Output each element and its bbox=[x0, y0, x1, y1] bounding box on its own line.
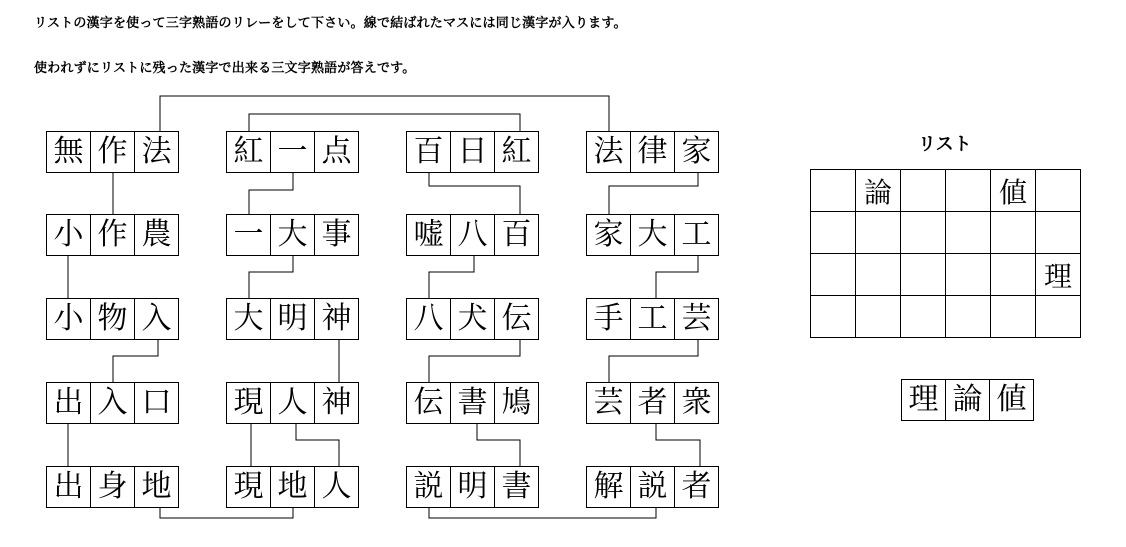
list-cell[interactable] bbox=[901, 254, 946, 296]
kanji-cell[interactable]: 口 bbox=[134, 382, 179, 424]
kanji-cell[interactable]: 律 bbox=[630, 131, 675, 173]
word-box bbox=[46, 131, 179, 173]
connector-line bbox=[477, 424, 520, 466]
word-box bbox=[406, 131, 539, 173]
kanji-cell[interactable]: 点 bbox=[314, 131, 359, 173]
kanji-cell[interactable]: 大 bbox=[630, 214, 675, 256]
kanji-cell[interactable]: 神 bbox=[314, 298, 359, 340]
kanji-cell[interactable]: 現 bbox=[226, 382, 271, 424]
list-cell[interactable] bbox=[856, 212, 901, 254]
kanji-cell[interactable]: 芸 bbox=[586, 382, 631, 424]
kanji-cell[interactable]: 家 bbox=[674, 131, 719, 173]
connector-line bbox=[113, 340, 158, 382]
list-cell[interactable] bbox=[901, 296, 946, 338]
kanji-cell[interactable]: 法 bbox=[586, 131, 631, 173]
word-box bbox=[586, 382, 719, 424]
kanji-cell[interactable]: 百 bbox=[494, 214, 539, 256]
kanji-cell[interactable]: 神 bbox=[314, 382, 359, 424]
kanji-cell[interactable]: 伝 bbox=[494, 298, 539, 340]
kanji-cell[interactable]: 出 bbox=[46, 466, 91, 508]
kanji-cell[interactable]: 工 bbox=[674, 214, 719, 256]
kanji-cell[interactable]: 伝 bbox=[406, 382, 451, 424]
word-box bbox=[586, 214, 719, 256]
kanji-cell[interactable]: 大 bbox=[270, 214, 315, 256]
kanji-cell[interactable]: 作 bbox=[90, 131, 135, 173]
connector-line bbox=[429, 173, 520, 214]
list-grid bbox=[810, 169, 1081, 338]
connector-line bbox=[656, 424, 700, 466]
kanji-cell[interactable]: 説 bbox=[630, 466, 675, 508]
kanji-cell[interactable]: 物 bbox=[90, 298, 135, 340]
list-cell[interactable] bbox=[811, 212, 856, 254]
kanji-cell[interactable]: 者 bbox=[674, 466, 719, 508]
word-box bbox=[46, 382, 179, 424]
list-cell[interactable] bbox=[946, 212, 991, 254]
list-cell[interactable] bbox=[946, 296, 991, 338]
answer-cell: 値 bbox=[989, 379, 1034, 421]
kanji-cell[interactable]: 百 bbox=[406, 131, 451, 173]
connector-line bbox=[249, 256, 293, 298]
connector-line bbox=[429, 508, 656, 518]
word-box bbox=[226, 298, 359, 340]
kanji-cell[interactable]: 入 bbox=[90, 382, 135, 424]
word-box bbox=[406, 466, 539, 508]
kanji-cell[interactable]: 地 bbox=[270, 466, 315, 508]
word-box bbox=[46, 214, 179, 256]
connector-line bbox=[249, 114, 520, 131]
kanji-cell[interactable]: 事 bbox=[314, 214, 359, 256]
list-cell[interactable] bbox=[1036, 170, 1081, 212]
kanji-cell[interactable]: 作 bbox=[90, 214, 135, 256]
list-cell[interactable] bbox=[1036, 212, 1081, 254]
kanji-cell[interactable]: 身 bbox=[90, 466, 135, 508]
list-cell[interactable] bbox=[946, 254, 991, 296]
kanji-cell[interactable]: 鳩 bbox=[494, 382, 539, 424]
list-cell[interactable] bbox=[811, 296, 856, 338]
connector-line bbox=[296, 424, 339, 466]
kanji-cell[interactable]: 明 bbox=[270, 298, 315, 340]
word-box bbox=[406, 214, 539, 256]
kanji-cell[interactable]: 農 bbox=[134, 214, 179, 256]
kanji-cell[interactable]: 現 bbox=[226, 466, 271, 508]
word-box bbox=[586, 466, 719, 508]
kanji-cell[interactable]: 八 bbox=[406, 298, 451, 340]
kanji-cell[interactable]: 解 bbox=[586, 466, 631, 508]
list-cell[interactable] bbox=[991, 254, 1036, 296]
word-box bbox=[586, 298, 719, 340]
list-cell[interactable] bbox=[991, 296, 1036, 338]
kanji-cell[interactable]: 人 bbox=[270, 382, 315, 424]
kanji-cell[interactable]: 大 bbox=[226, 298, 271, 340]
kanji-cell[interactable]: 手 bbox=[586, 298, 631, 340]
connector-line bbox=[429, 256, 474, 298]
list-cell[interactable] bbox=[946, 170, 991, 212]
connector-line bbox=[609, 340, 698, 382]
kanji-cell[interactable]: 犬 bbox=[450, 298, 495, 340]
word-box bbox=[226, 131, 359, 173]
word-box bbox=[406, 298, 539, 340]
word-box bbox=[226, 214, 359, 256]
kanji-cell[interactable]: 地 bbox=[134, 466, 179, 508]
list-cell[interactable] bbox=[856, 296, 901, 338]
kanji-cell[interactable]: 工 bbox=[630, 298, 675, 340]
connector-line bbox=[609, 173, 698, 214]
kanji-cell[interactable]: 説 bbox=[406, 466, 451, 508]
list-cell[interactable] bbox=[901, 170, 946, 212]
kanji-cell[interactable]: 者 bbox=[630, 382, 675, 424]
kanji-cell[interactable]: 八 bbox=[450, 214, 495, 256]
kanji-cell[interactable]: 芸 bbox=[674, 298, 719, 340]
kanji-cell[interactable]: 紅 bbox=[494, 131, 539, 173]
list-title: リスト bbox=[918, 134, 972, 155]
answer-cell: 論 bbox=[945, 379, 990, 421]
connector-line bbox=[249, 173, 293, 214]
kanji-cell[interactable]: 衆 bbox=[674, 382, 719, 424]
list-cell[interactable]: 理 bbox=[1036, 254, 1081, 296]
kanji-cell[interactable]: 書 bbox=[450, 382, 495, 424]
kanji-cell[interactable]: 日 bbox=[450, 131, 495, 173]
answer-cell: 理 bbox=[901, 379, 946, 421]
list-cell[interactable] bbox=[811, 254, 856, 296]
kanji-cell[interactable]: 家 bbox=[586, 214, 631, 256]
connector-line bbox=[160, 508, 293, 518]
list-cell[interactable]: 論 bbox=[856, 170, 901, 212]
word-box bbox=[46, 466, 179, 508]
kanji-cell[interactable]: 嘘 bbox=[406, 214, 451, 256]
connector-line bbox=[429, 340, 520, 382]
kanji-cell[interactable]: 法 bbox=[134, 131, 179, 173]
word-box bbox=[226, 466, 359, 508]
kanji-cell[interactable]: 小 bbox=[46, 214, 91, 256]
kanji-cell[interactable]: 無 bbox=[46, 131, 91, 173]
connector-line bbox=[656, 256, 698, 298]
kanji-cell[interactable]: 一 bbox=[270, 131, 315, 173]
kanji-cell[interactable]: 人 bbox=[314, 466, 359, 508]
list-cell[interactable]: 値 bbox=[991, 170, 1036, 212]
list-cell[interactable] bbox=[991, 212, 1036, 254]
instruction-line-1: リストの漢字を使って三字熟語のリレーをして下さい。線で結ばれたマスには同じ漢字が入ります。 bbox=[34, 16, 627, 31]
kanji-cell[interactable]: 一 bbox=[226, 214, 271, 256]
word-box bbox=[226, 382, 359, 424]
kanji-cell[interactable]: 明 bbox=[450, 466, 495, 508]
kanji-cell[interactable]: 小 bbox=[46, 298, 91, 340]
list-cell[interactable] bbox=[856, 254, 901, 296]
word-box bbox=[586, 131, 719, 173]
answer-word bbox=[901, 379, 1034, 421]
list-cell[interactable] bbox=[1036, 296, 1081, 338]
word-box bbox=[406, 382, 539, 424]
list-cell[interactable] bbox=[901, 212, 946, 254]
word-box bbox=[46, 298, 179, 340]
kanji-cell[interactable]: 出 bbox=[46, 382, 91, 424]
instruction-line-2: 使われずにリストに残った漢字で出来る三文字熟語が答えです。 bbox=[34, 61, 416, 76]
list-cell[interactable] bbox=[811, 170, 856, 212]
kanji-cell[interactable]: 書 bbox=[494, 466, 539, 508]
kanji-cell[interactable]: 紅 bbox=[226, 131, 271, 173]
kanji-cell[interactable]: 入 bbox=[134, 298, 179, 340]
